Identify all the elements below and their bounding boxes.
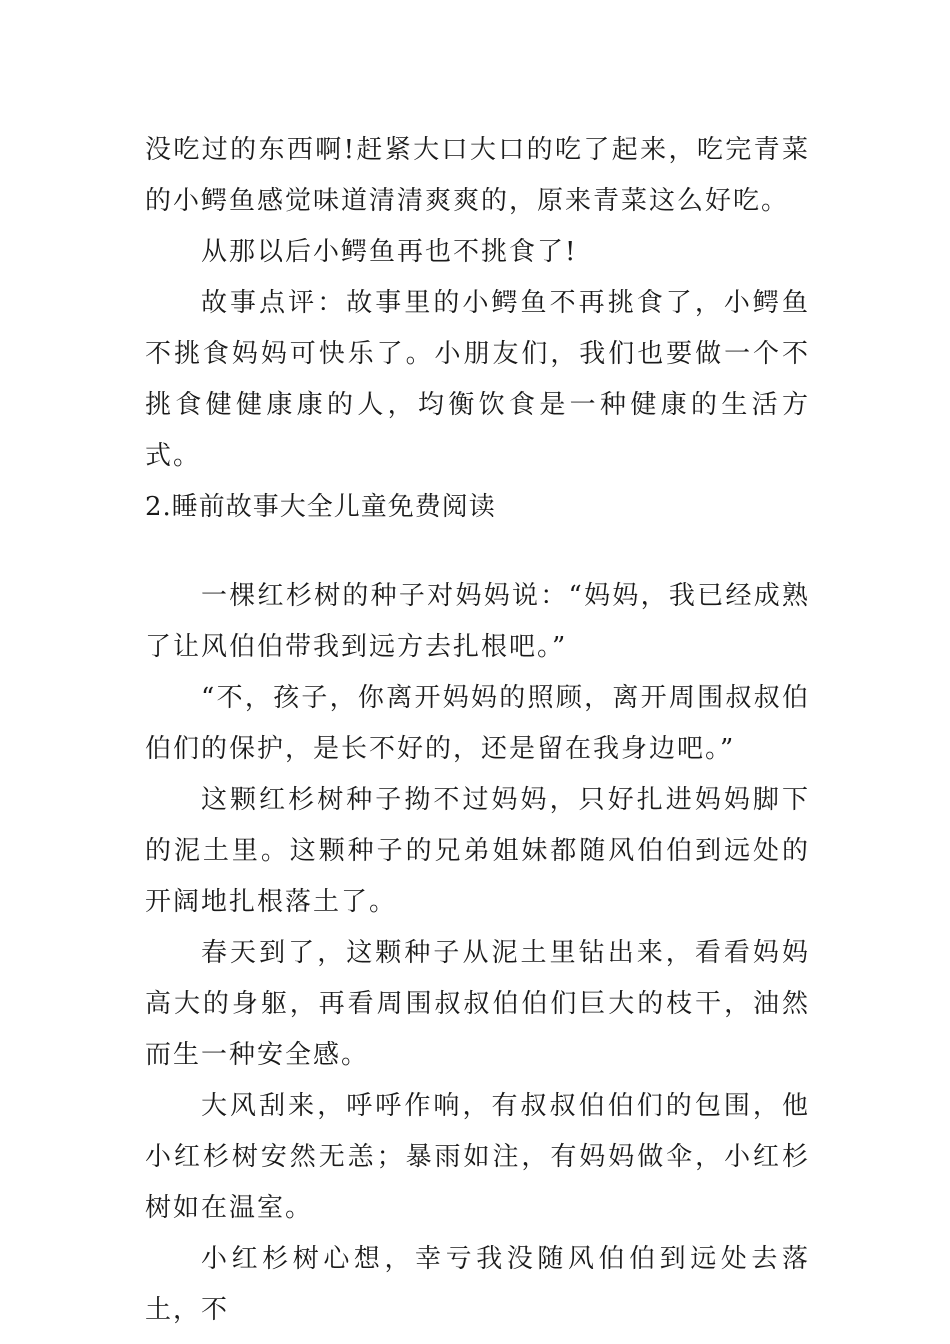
paragraph: 这颗红杉树种子拗不过妈妈，只好扎进妈妈脚下的泥土里。这颗种子的兄弟姐妹都随风伯伯到远处的开阔地扎根落土了。: [145, 785, 810, 917]
spacer: [145, 533, 810, 571]
document-page: [145, 125, 810, 1336]
paragraph: 小红杉树心想，幸亏我没随风伯伯到远处去落土，不: [145, 1244, 810, 1325]
paragraph: “不，孩子，你离开妈妈的照顾，离开周围叔叔伯伯们的保护，是长不好的，还是留在我身边吧。”: [145, 683, 810, 764]
paragraph: 一棵红杉树的种子对妈妈说：“妈妈，我已经成熟了让风伯伯带我到远方去扎根吧。”: [145, 581, 810, 662]
paragraph: 大风刮来，呼呼作响，有叔叔伯伯们的包围，他小红杉树安然无恙；暴雨如注，有妈妈做伞，小红杉树如在温室。: [145, 1091, 810, 1223]
paragraph: 没吃过的东西啊!赶紧大口大口的吃了起来，吃完青菜的小鳄鱼感觉味道清清爽爽的，原来青菜这么好吃。: [145, 135, 810, 216]
paragraph: 春天到了，这颗种子从泥土里钻出来，看看妈妈高大的身躯，再看周围叔叔伯伯们巨大的枝干，油然而生一种安全感。: [145, 938, 810, 1070]
paragraph: 从那以后小鳄鱼再也不挑食了!: [201, 237, 578, 267]
paragraph: 故事点评：故事里的小鳄鱼不再挑食了，小鳄鱼不挑食妈妈可快乐了。小朋友们，我们也要做一个不挑食健健康康的人，均衡饮食是一种健康的生活方式。: [145, 288, 810, 471]
section-heading: 2.睡前故事大全儿童免费阅读: [145, 492, 496, 522]
